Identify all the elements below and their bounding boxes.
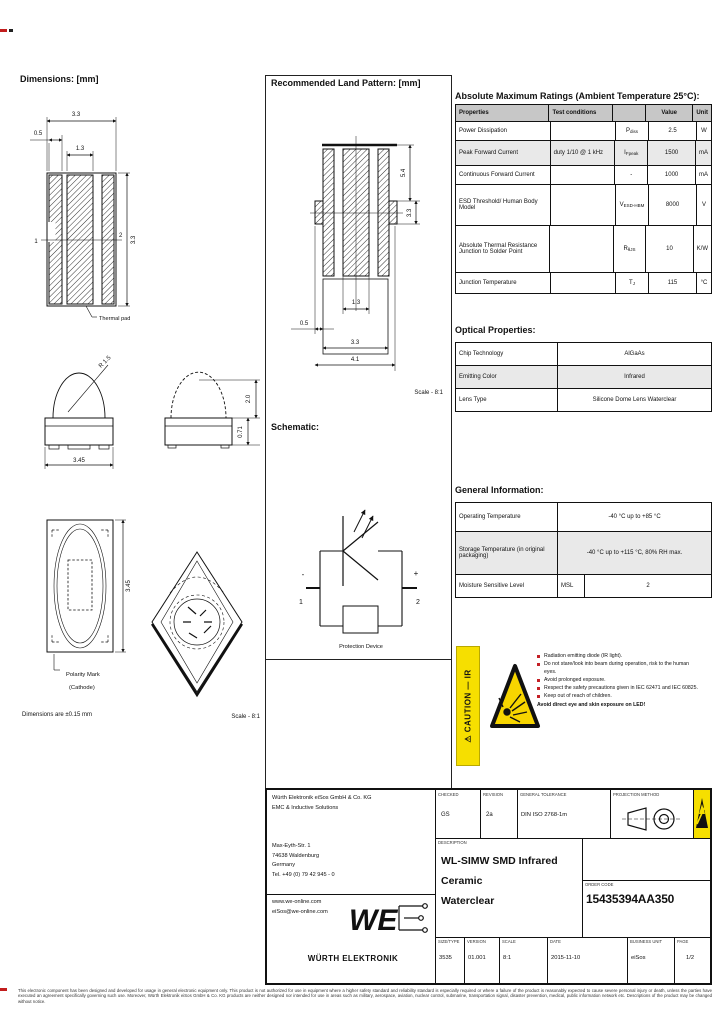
dome-side-view <box>165 372 260 448</box>
amr-symbol <box>614 166 647 184</box>
amr-property: Absolute Thermal Resistance Junction to Solder Point <box>459 243 538 255</box>
schematic-minus: - <box>301 570 305 579</box>
general-row <box>456 503 711 531</box>
field-business-unit <box>627 937 674 983</box>
amr-property: Power Dissipation <box>459 128 508 134</box>
amr-row <box>456 272 711 293</box>
caution-bullet: Do not stare/look into beam during operation, risk to the human eyes. <box>537 660 702 676</box>
amr-value: 1000 <box>647 166 695 184</box>
dimensions-title: Dimensions: [mm] <box>20 74 99 84</box>
business-unit-label: BUSINESS UNIT <box>630 939 663 944</box>
date-label: DATE <box>550 939 561 944</box>
tb-divider <box>267 894 435 895</box>
tolerance-note: Dimensions are ±0.15 mm <box>22 712 92 718</box>
caution-bullet: Respect the safety precautions given in IEC 62471 and IEC 60825. <box>537 684 702 692</box>
company-block <box>272 794 432 813</box>
crop-mark-top <box>0 29 7 32</box>
amr-header-properties: Properties <box>459 110 489 116</box>
msl-label: Moisture Sensitive Level <box>459 583 525 589</box>
general-label: Storage Temperature (in original packaging) <box>459 547 545 559</box>
address-line: Tel. +49 (0) 79 42 945 - 0 <box>272 871 335 878</box>
amr-symbol-main: V <box>619 202 624 208</box>
dim-base-height: 0.71 <box>238 426 244 438</box>
amr-value: 10 <box>645 226 692 272</box>
optical-table <box>455 342 712 412</box>
pin1-label: 1 <box>34 239 38 245</box>
description-line-1: WL-SIMW SMD Infrared Ceramic <box>441 855 558 887</box>
schematic-title: Schematic: <box>271 422 320 432</box>
lp-dim-center: 1.3 <box>351 300 361 306</box>
polarity-label-1: Polarity Mark <box>66 672 100 678</box>
company-division: EMC & Inductive Solutions <box>272 804 339 811</box>
optical-title: Optical Properties: <box>455 325 536 335</box>
dim-top-width: 3.3 <box>71 112 81 118</box>
svg-text:WE: WE <box>349 904 398 937</box>
dimensions-scale-note: Scale - 8:1 <box>231 714 260 720</box>
optical-label: Emitting Color <box>459 374 497 380</box>
address-line: 74638 Waldenburg <box>272 852 320 859</box>
optical-label: Chip Technology <box>459 351 504 357</box>
part-description <box>441 852 579 912</box>
optical-label: Lens Type <box>459 397 487 403</box>
dimensions-drawing <box>18 85 265 730</box>
size-type-label: SIZE/TYPE <box>438 939 460 944</box>
amr-property: ESD Threshold/ Human Body Model <box>459 199 538 211</box>
caution-section <box>455 640 710 785</box>
land-pattern-drawing <box>266 86 451 406</box>
order-code: 15435394AA350 <box>586 892 675 906</box>
amr-row <box>456 184 711 225</box>
amr-title: Absolute Maximum Ratings (Ambient Temperature 25°C): <box>455 91 700 101</box>
address-line: Max-Eyth-Str. 1 <box>272 843 311 849</box>
amr-symbol <box>615 122 648 140</box>
size-type-value: 3535 <box>439 955 452 961</box>
crop-mark-bottom <box>0 988 7 991</box>
amr-row <box>456 121 711 140</box>
amr-symbol <box>614 141 647 165</box>
field-size-type <box>435 937 464 983</box>
amr-symbol-sub: ESD-HBM <box>623 202 645 208</box>
field-version <box>464 937 499 983</box>
amr-property: Continuous Forward Current <box>459 172 535 178</box>
description-line-2: Waterclear <box>441 894 495 907</box>
field-page <box>674 937 710 983</box>
description-cell <box>435 838 582 937</box>
amr-table <box>455 104 712 294</box>
amr-condition <box>550 185 615 225</box>
schematic-pin2: 2 <box>416 599 420 606</box>
field-general-tolerance <box>517 790 610 838</box>
thermal-pad-label: Thermal pad <box>99 316 131 322</box>
schematic-pin1: 1 <box>299 599 303 606</box>
business-unit-value: eiSos <box>631 955 646 961</box>
amr-unit: mA <box>695 166 711 184</box>
msl-symbol: MSL <box>557 575 584 597</box>
amr-header-unit: Unit <box>692 105 711 121</box>
projection-method-icon <box>622 804 682 834</box>
order-code-cell <box>582 880 710 937</box>
general-title: General Information: <box>455 485 544 495</box>
amr-symbol-main: I <box>624 150 626 156</box>
general-value: -40 °C up to +115 °C, 80% RH max. <box>557 532 711 574</box>
amr-row <box>456 140 711 165</box>
amr-value: 115 <box>648 273 696 293</box>
order-code-label: ORDER CODE <box>585 882 614 887</box>
amr-unit: °C <box>696 273 711 293</box>
amr-header-row <box>456 105 711 121</box>
field-revision <box>480 790 517 838</box>
lp-dim-side: 0.5 <box>299 321 309 327</box>
revision-label: REVISION <box>483 792 504 797</box>
schematic-plus: + <box>413 569 419 578</box>
optical-value: Infrared <box>557 366 711 388</box>
general-row <box>456 531 711 574</box>
pin2-label: 2 <box>119 233 123 239</box>
page-value: 1/2 <box>686 955 695 961</box>
caution-banner <box>456 646 480 766</box>
polarity-label-2: (Cathode) <box>69 685 95 691</box>
amr-symbol-sub: J <box>632 280 635 286</box>
tolerance-label: GENERAL TOLERANCE <box>520 792 567 797</box>
amr-symbol <box>615 273 648 293</box>
optical-row <box>456 343 711 365</box>
revision-value: 2a <box>486 812 493 818</box>
date-value: 2015-11-10 <box>551 955 581 961</box>
land-pattern-title: Recommended Land Pattern: [mm] <box>271 78 421 88</box>
caution-bullet: Avoid prolonged exposure. <box>537 676 702 684</box>
isometric-view <box>152 552 242 695</box>
amr-unit: K/W <box>693 226 711 272</box>
crop-mark-top-black <box>9 29 13 32</box>
amr-symbol-sub: θJS <box>627 246 636 252</box>
amr-property: Peak Forward Current <box>459 150 519 156</box>
amr-unit: mA <box>695 141 711 165</box>
optical-value: Silicone Dome Lens Waterclear <box>557 389 711 411</box>
amr-symbol-sub: Fpeak <box>625 150 639 156</box>
amr-row <box>456 225 711 272</box>
esd-warning-icon <box>694 790 710 838</box>
amr-symbol-main: P <box>625 128 630 134</box>
ir-warning-triangle-icon <box>489 662 541 732</box>
amr-header-value: Value <box>645 105 692 121</box>
general-label: Operating Temperature <box>459 514 521 520</box>
bottom-view-drawing <box>47 520 126 670</box>
amr-symbol <box>615 185 648 225</box>
caution-bullet: Keep out of reach of children. <box>537 692 702 700</box>
general-table <box>455 502 712 598</box>
amr-row <box>456 165 711 184</box>
amr-unit: V <box>696 185 711 225</box>
field-scale <box>499 937 547 983</box>
tolerance-value: DIN ISO 2768-1m <box>521 812 568 818</box>
projection-label: PROJECTION METHOD <box>613 792 660 797</box>
footer-disclaimer: This electronic component has been designed and developed for usage in general electronic equipment only. This product is not authorized for use in equipment where a higher safety standard and reliability standard is especially required or where a failure of the product is reasonably expected to cause severe personal injury or death, unless the parties have executed an agreement specifically governing such use. Moreover, Würth Elektronik eiSos GmbH & Co. KG products are neither designed nor intended for use in areas such as military, aerospace, aviation, nuclear control, submarine, transportation signal, disaster prevention, medical, public information network etc. Descriptions of the product may be changed without notice. <box>18 988 712 1004</box>
amr-condition: duty 1/10 @ 1 kHz <box>550 141 615 165</box>
lp-dim-width: 3.3 <box>350 340 360 346</box>
amr-condition <box>550 273 615 293</box>
amr-symbol-main: T <box>629 280 633 286</box>
wuerth-logo-text: WÜRTH ELEKTRONIK <box>307 954 399 963</box>
general-msl-row <box>456 574 711 597</box>
version-value: 01.001 <box>468 955 486 961</box>
schematic-drawing <box>266 418 451 656</box>
title-block <box>265 788 712 985</box>
schematic-wires <box>306 510 417 633</box>
dim-radius: R 1.5 <box>98 355 113 370</box>
wuerth-logo-icon <box>349 896 431 952</box>
dome-front-view <box>45 365 113 469</box>
middle-spacer <box>265 659 452 788</box>
checked-label: CHECKED <box>438 792 459 797</box>
dim-center-width: 1.3 <box>75 146 85 152</box>
lp-dim-total: 4.1 <box>350 357 360 363</box>
company-email: eiSos@we-online.com <box>272 908 328 915</box>
dim-base-width: 3.45 <box>73 458 85 464</box>
caution-bullet: Radiation emitting diode (IR light). <box>537 652 702 660</box>
amr-value: 1500 <box>647 141 695 165</box>
protection-device-label: Protection Device <box>339 644 383 650</box>
lp-dim-tab: 3.3 <box>407 208 413 218</box>
amr-header-conditions: Test conditions <box>548 105 612 121</box>
amr-symbol <box>613 226 646 272</box>
field-checked <box>435 790 480 838</box>
amr-condition <box>550 122 615 140</box>
lp-dim-height: 5.4 <box>401 168 407 178</box>
scale-value: 8:1 <box>503 955 512 961</box>
dim-side-height: 3.3 <box>131 235 137 245</box>
description-label: DESCRIPTION <box>438 840 467 845</box>
dim-pad-width: 0.5 <box>33 131 43 137</box>
address-block <box>272 842 432 880</box>
optical-value: AlGaAs <box>557 343 711 365</box>
amr-condition <box>549 226 613 272</box>
amr-header-symbol <box>612 105 645 121</box>
caution-bullets <box>537 652 702 709</box>
dim-bottom-height: 3.45 <box>126 580 132 592</box>
land-pattern-panel <box>265 75 452 420</box>
amr-condition <box>550 166 615 184</box>
amr-symbol-main: - <box>630 172 633 178</box>
page-label: PAGE <box>677 939 689 944</box>
amr-unit: W <box>696 122 711 140</box>
caution-bold-note: Avoid direct eye and skin exposure on LED! <box>537 702 646 709</box>
dim-dome-height: 2.0 <box>246 394 252 404</box>
optical-row <box>456 365 711 388</box>
amr-value: 8000 <box>648 185 696 225</box>
scale-label: SCALE <box>502 939 516 944</box>
amr-symbol-main: R <box>623 246 628 252</box>
company-name: Würth Elektronik eiSos GmbH & Co. KG <box>272 795 372 801</box>
schematic-panel <box>265 418 452 660</box>
field-date <box>547 937 627 983</box>
amr-value: 2.5 <box>648 122 696 140</box>
caution-banner-text: ⚠ CAUTION — IR <box>463 669 473 743</box>
checked-value: GS <box>441 812 450 818</box>
address-line: Germany <box>272 862 296 868</box>
company-website: www.we-online.com <box>272 899 322 905</box>
field-projection-method <box>610 790 693 838</box>
general-value: -40 °C up to +85 °C <box>557 503 711 531</box>
land-pattern-scale-note: Scale - 8:1 <box>414 390 443 396</box>
amr-symbol-sub: diss <box>630 128 639 134</box>
msl-value: 2 <box>584 575 711 597</box>
optical-row <box>456 388 711 411</box>
amr-property: Junction Temperature <box>459 280 517 286</box>
version-label: VERSION <box>467 939 486 944</box>
